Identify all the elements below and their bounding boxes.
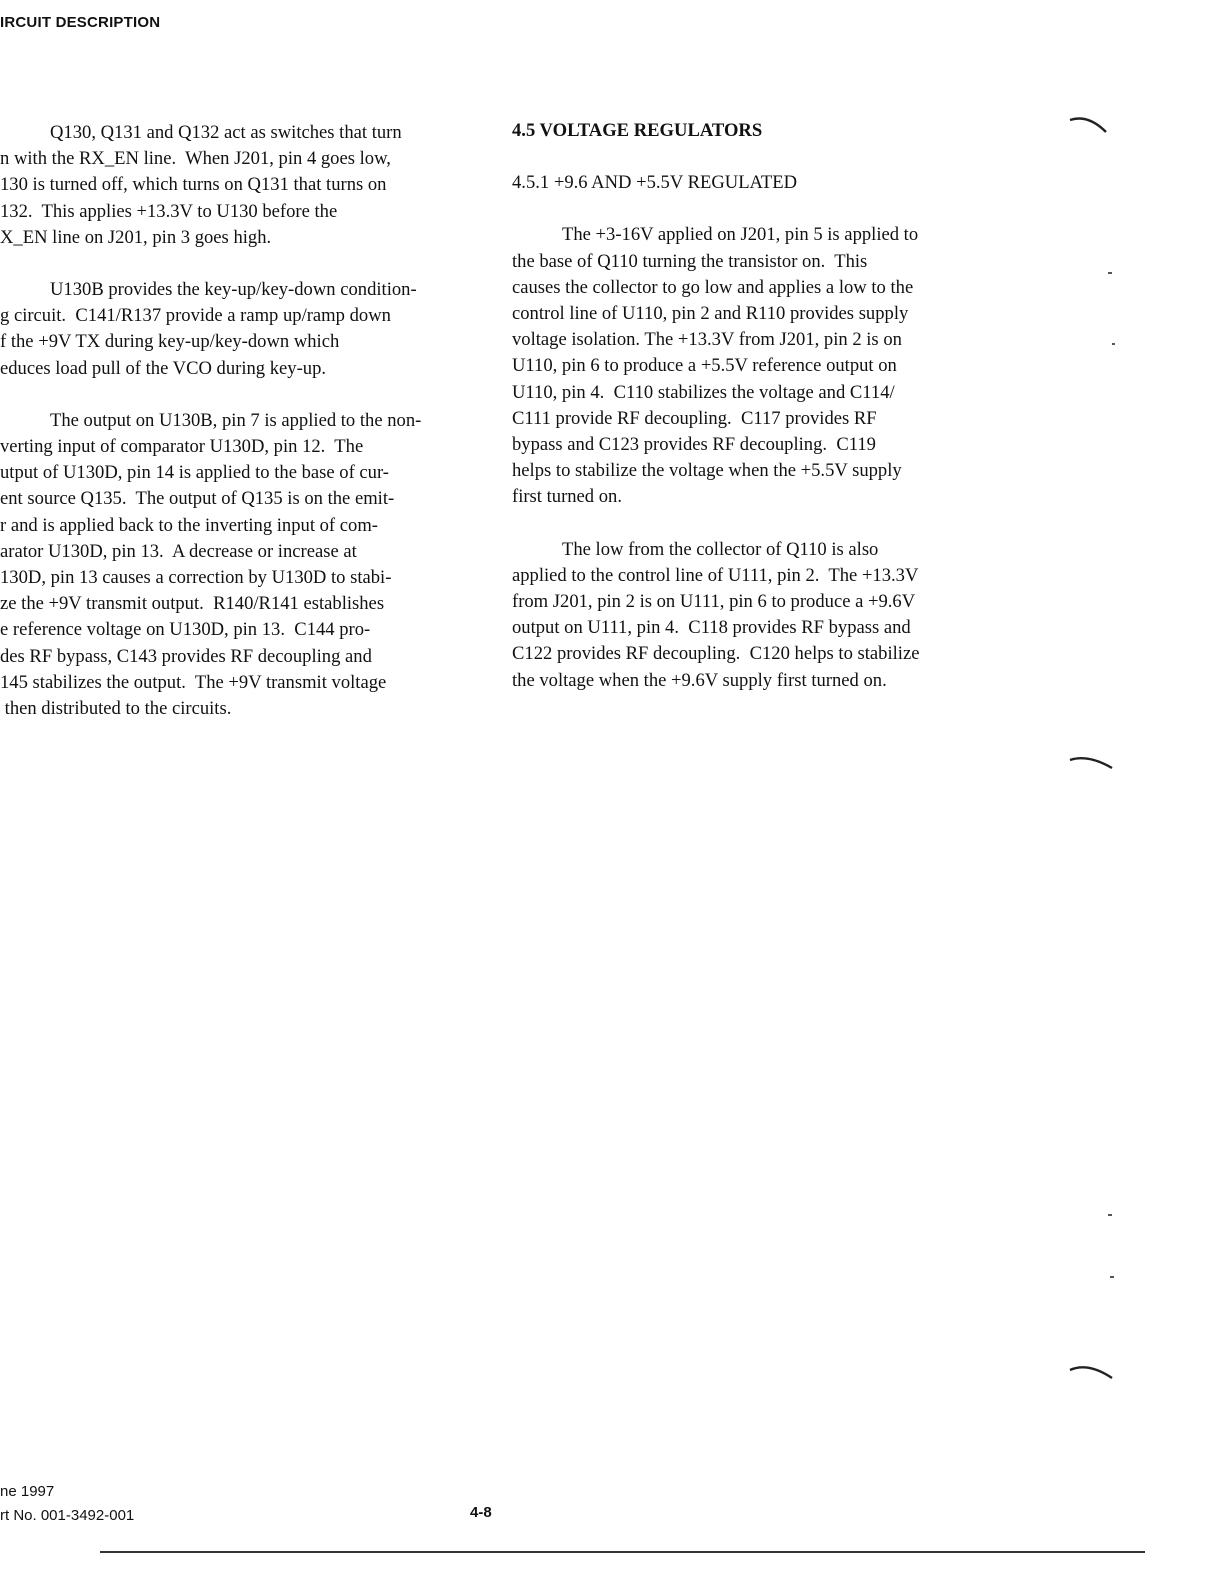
- text-line: then distributed to the circuits.: [0, 698, 232, 720]
- text-line: e reference voltage on U130D, pin 13. C144 pro-: [0, 619, 371, 641]
- text-line: 145 stabilizes the output. The +9V transmit voltage: [0, 671, 387, 693]
- text-line: utput of U130D, pin 14 is applied to the base of cur-: [0, 462, 389, 484]
- text-line: C111 provide RF decoupling. C117 provides RF: [512, 407, 877, 429]
- text-line: 130D, pin 13 causes a correction by U130D to stabi-: [0, 567, 392, 589]
- text-line: C122 provides RF decoupling. C120 helps to stabilize: [512, 643, 920, 665]
- text-line: U130B provides the key-up/key-down condition-: [50, 279, 417, 301]
- text-line: educes load pull of the VCO during key-up.: [0, 357, 327, 379]
- text-line: helps to stabilize the voltage when the +5.5V supply: [512, 460, 902, 482]
- text-line: arator U130D, pin 13. A decrease or increase at: [0, 540, 357, 562]
- footer-date: ne 1997: [0, 1483, 55, 1500]
- paragraph: [512, 222, 992, 510]
- text-line: bypass and C123 provides RF decoupling. C119: [512, 434, 876, 456]
- text-line: the voltage when the +9.6V supply first turned on.: [512, 669, 887, 691]
- footer-part-number: rt No. 001-3492-001: [0, 1507, 135, 1524]
- text-line: ze the +9V transmit output. R140/R141 establishes: [0, 593, 385, 615]
- paragraph: [512, 537, 992, 694]
- text-line: verting input of comparator U130D, pin 12. The: [0, 436, 364, 458]
- binder-hole-mark: [1068, 1356, 1118, 1406]
- text-line: r and is applied back to the inverting input of com-: [0, 514, 378, 536]
- footer-divider: [100, 1551, 1145, 1553]
- page-number: 4-8: [470, 1504, 492, 1521]
- text-line: The low from the collector of Q110 is also: [562, 538, 879, 560]
- text-line: ent source Q135. The output of Q135 is on the emit-: [0, 488, 395, 510]
- text-line: The output on U130B, pin 7 is applied to the non-: [50, 409, 422, 431]
- text-line: des RF bypass, C143 provides RF decoupling and: [0, 645, 372, 667]
- footer-left: [0, 1480, 134, 1528]
- text-line: U110, pin 6 to produce a +5.5V reference output on: [512, 355, 897, 377]
- text-line: 130 is turned off, which turns on Q131 that turns on: [0, 174, 387, 196]
- scan-speck: [1110, 1276, 1114, 1278]
- scan-speck: [1108, 1214, 1112, 1216]
- text-line: voltage isolation. The +13.3V from J201, pin 2 is on: [512, 329, 902, 351]
- text-line: causes the collector to go low and applies a low to the: [512, 276, 914, 298]
- text-line: g circuit. C141/R137 provide a ramp up/ramp down: [0, 305, 391, 327]
- text-line: from J201, pin 2 is on U111, pin 6 to produce a +9.6V: [512, 591, 916, 613]
- text-line: Q130, Q131 and Q132 act as switches that turn: [50, 122, 402, 143]
- text-line: first turned on.: [512, 486, 622, 508]
- scan-speck: [1112, 343, 1115, 345]
- paragraph: [0, 120, 470, 251]
- text-line: The +3-16V applied on J201, pin 5 is applied to: [562, 224, 919, 246]
- binder-hole-mark: [1068, 748, 1118, 798]
- paragraph: [0, 277, 470, 382]
- text-line: control line of U110, pin 2 and R110 provides supply: [512, 303, 909, 325]
- text-line: n with the RX_EN line. When J201, pin 4 goes low,: [0, 148, 391, 170]
- scan-speck: [1108, 272, 1112, 274]
- text-line: 132. This applies +13.3V to U130 before the: [0, 200, 338, 222]
- subsection-title: 4.5.1 +9.6 AND +5.5V REGULATED: [512, 172, 798, 194]
- right-column: [512, 118, 992, 720]
- text-line: the base of Q110 turning the transistor on. This: [512, 250, 868, 272]
- page-header-title: IRCUIT DESCRIPTION: [0, 14, 161, 31]
- text-line: output on U111, pin 4. C118 provides RF bypass and: [512, 617, 911, 639]
- text-line: U110, pin 4. C110 stabilizes the voltage and C114/: [512, 381, 895, 403]
- binder-hole-mark: [1068, 110, 1118, 160]
- paragraph: [0, 408, 470, 722]
- left-column: [0, 120, 470, 748]
- text-line: X_EN line on J201, pin 3 goes high.: [0, 226, 272, 248]
- text-line: f the +9V TX during key-up/key-down which: [0, 331, 340, 353]
- text-line: applied to the control line of U111, pin 2. The +13.3V: [512, 564, 919, 586]
- section-title: 4.5 VOLTAGE REGULATORS: [512, 120, 763, 141]
